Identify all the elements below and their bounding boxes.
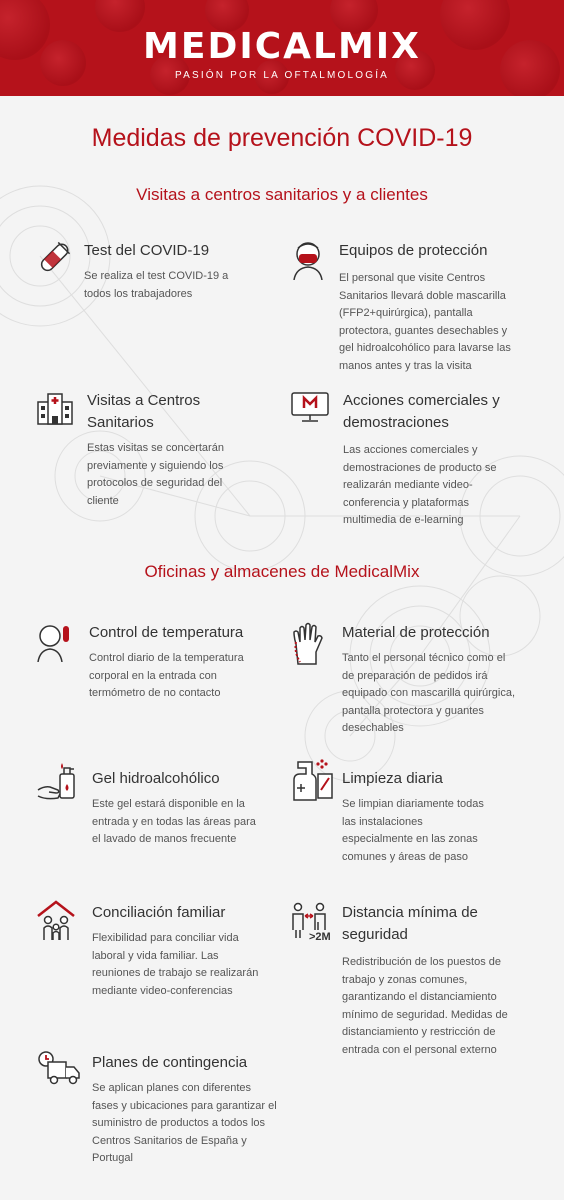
item-text: Se realiza el test COVID-19 a todos los trabajadores [84,270,229,300]
page-title: Medidas de prevención COVID-19 [91,124,473,152]
glove-icon [290,622,326,666]
family-icon [36,900,76,942]
item-title: Distancia mínima de seguridad [342,904,478,943]
header-banner [0,0,564,96]
thermometer-icon [36,622,72,662]
item-text: Tanto el personal técnico como el de preparación de pedidos irá equipado con mascarilla quirúrgica, pantalla protectora y guantes desechables [342,652,516,735]
item-text: Este gel estará disponible en la entrada y en todas las áreas para el lavado de manos frecuente [92,798,256,846]
section-title-offices: Oficinas y almacenes de MedicalMix [144,562,420,581]
hand-sanitizer-icon [36,760,78,802]
item-text: Control diario de la temperatura corporal en la entrada con termómetro de no contacto [89,652,244,700]
item-family-conciliation [36,900,276,1030]
monitor-icon [290,390,330,424]
distance-label: >2M [309,931,331,942]
item-covid-test [36,240,276,310]
hospital-icon [36,390,74,426]
distance-icon [290,902,336,942]
item-text: Flexibilidad para conciliar vida laboral y vida familiar. Las reuniones de trabajo se realizarán mediante video-conferencias [92,932,259,997]
item-title: Material de protección [342,624,490,641]
logo: MEDICALMIX [143,26,421,67]
item-text: El personal que visite Centros Sanitarios llevará doble mascarilla (FFP2+quirúrgica), pantalla protectora, guantes desechables y gel hidroalcohólico para lavarse las manos antes y tras la visita [339,272,511,372]
item-text: Se aplican planes con diferentes fases y ubicaciones para garantizar el suministro de productos a todos los Centros Sanitarios de España y Portugal [92,1082,277,1165]
item-title: Gel hidroalcohólico [92,770,220,787]
item-temperature-control [36,622,276,712]
item-commercial-actions [290,390,530,540]
item-text: Redistribución de los puestos de trabajo y zonas comunes, garantizando el distanciamiento mínimo de seguridad. Medidas de distanciamiento y restricción de entrada con el personal externo [342,956,508,1056]
item-title: Acciones comerciales y demostraciones [343,392,500,431]
item-text: Estas visitas se concertarán previamente y siguiendo los protocolos de seguridad del cliente [87,442,224,507]
item-title: Visitas a Centros Sanitarios [87,392,201,431]
item-text: Se limpian diariamente todas las instalaciones especialmente en las zonas comunes y áreas de paso [342,798,484,863]
test-tube-icon [36,240,72,276]
spray-bottle-icon [290,758,334,802]
item-title: Control de temperatura [89,624,244,641]
item-protection-equipment [290,238,530,378]
item-title: Conciliación familiar [92,904,226,921]
item-health-center-visits [36,390,276,520]
item-hand-sanitizer [36,760,276,880]
item-contingency-plans [36,1050,286,1180]
item-title: Equipos de protección [339,242,488,259]
tagline: PASIÓN POR LA OFTALMOLOGÍA [174,70,390,81]
item-title: Test del COVID-19 [84,242,210,259]
item-title: Planes de contingencia [92,1054,248,1071]
section-title-visits: Visitas a centros sanitarios y a clientes [136,185,428,204]
item-protection-material [290,622,530,742]
item-minimum-distance [290,902,530,1082]
delivery-truck-icon [36,1050,82,1086]
item-title: Limpieza diaria [342,770,443,787]
item-text: Las acciones comerciales y demostraciones de producto se realizarán mediante video-conferencia y plataformas multimedia de e-learning [343,444,497,527]
item-daily-cleaning [290,758,530,878]
face-mask-icon [290,238,326,280]
